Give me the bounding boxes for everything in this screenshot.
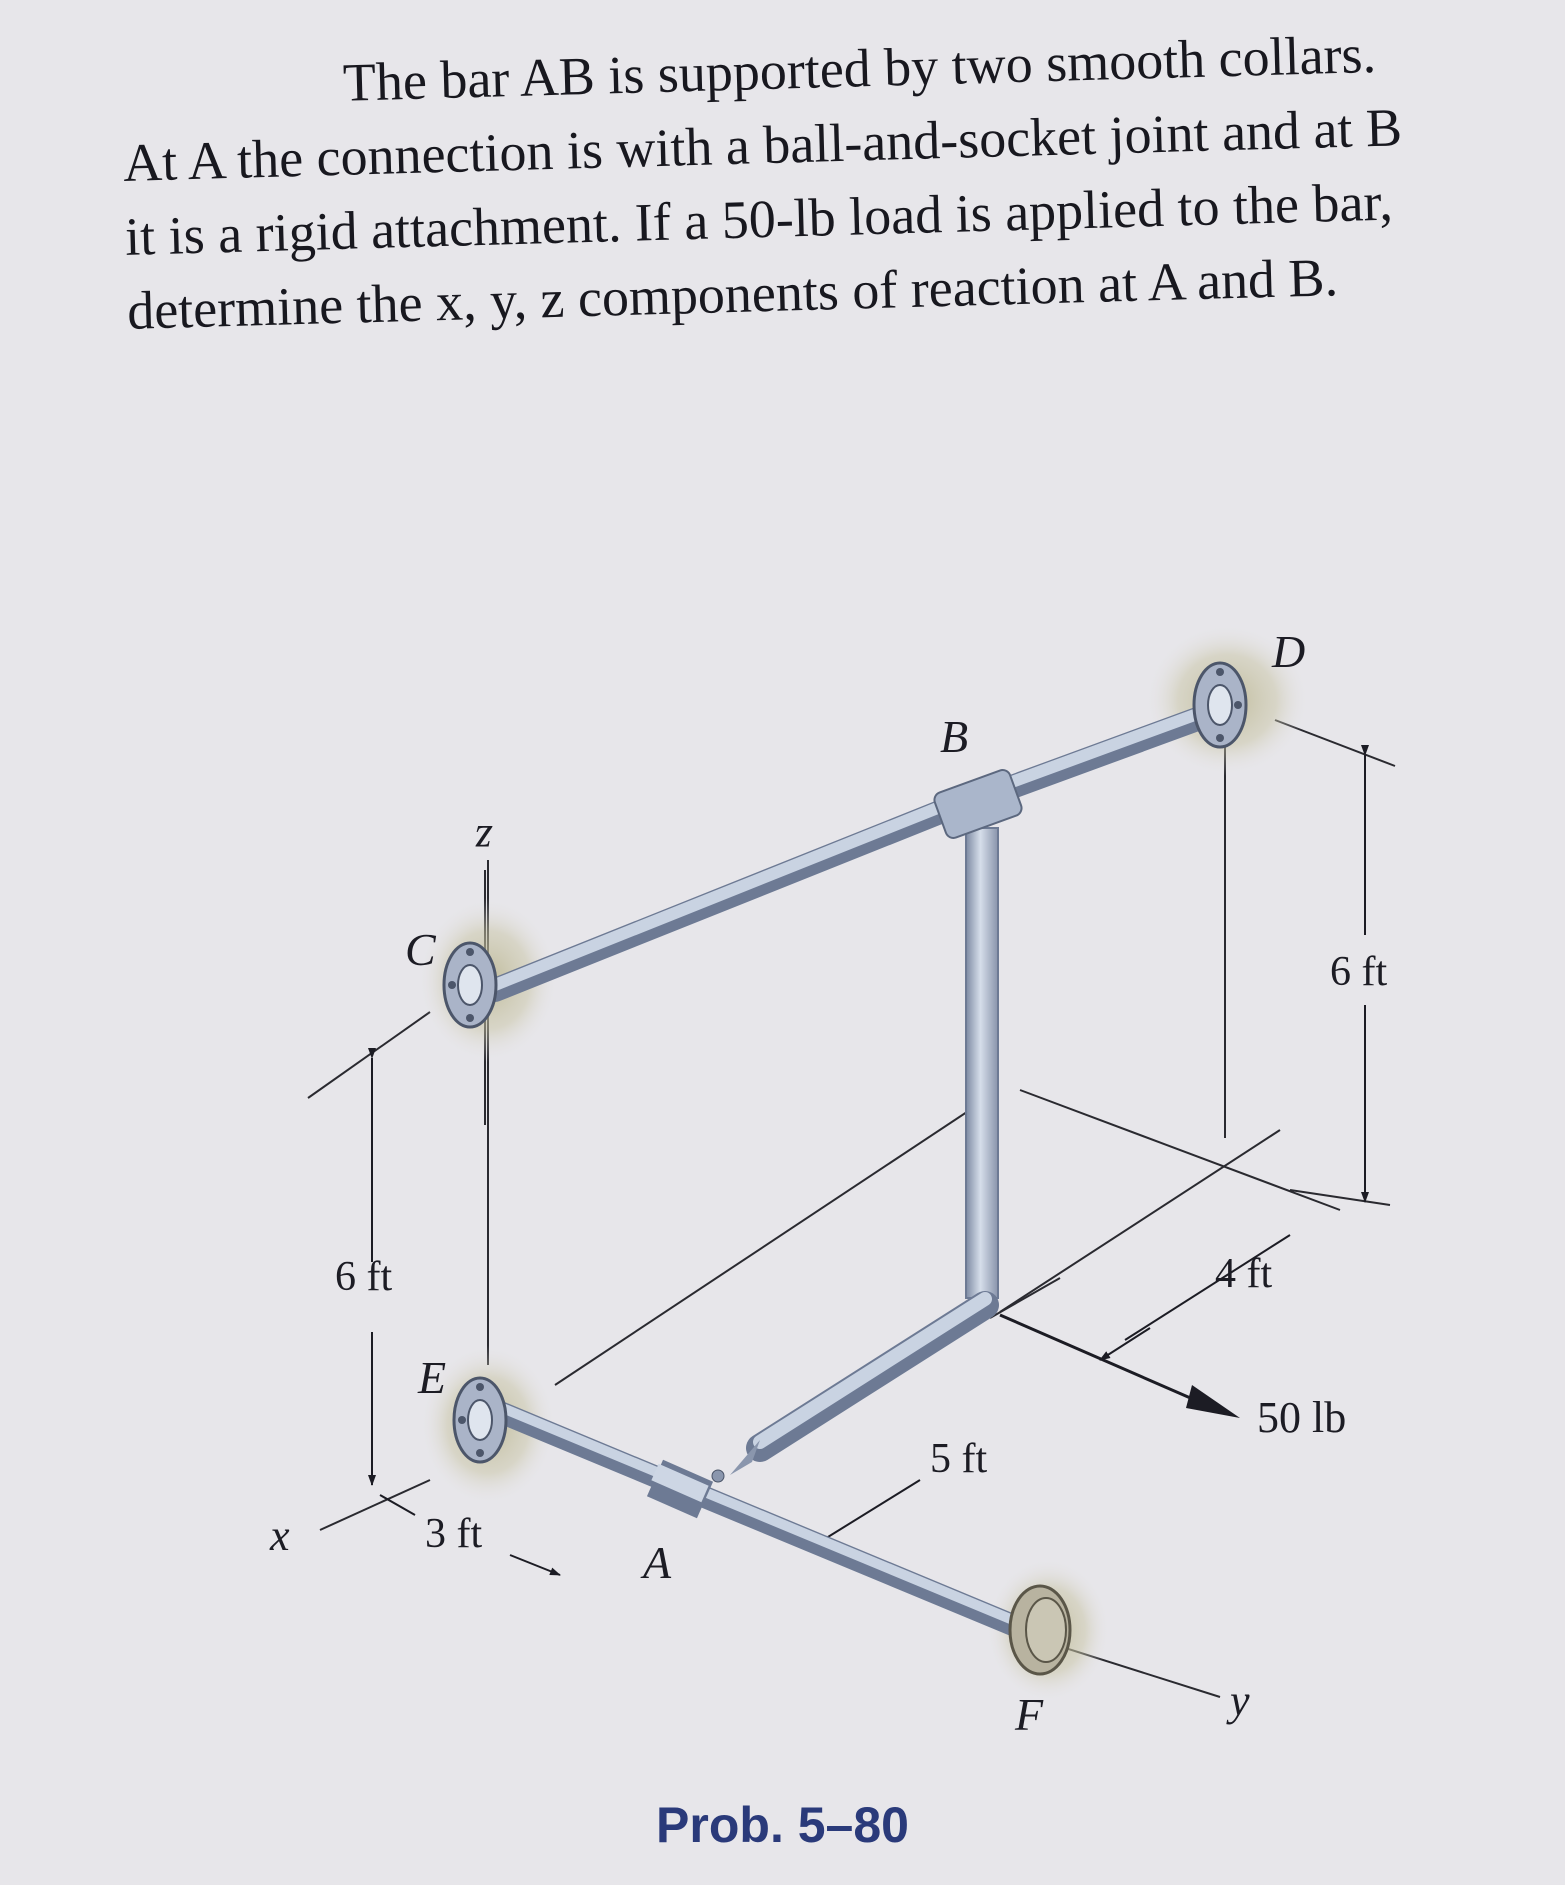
dim-3ft-start bbox=[380, 1495, 415, 1515]
label-e: E bbox=[418, 1352, 447, 1403]
dim-4ft-arrow bbox=[1100, 1328, 1150, 1360]
pipe-frame bbox=[495, 713, 1200, 1628]
label-d: D bbox=[1272, 626, 1306, 677]
flange-e bbox=[454, 1378, 506, 1462]
dim-left-height: 6 ft bbox=[335, 1254, 393, 1300]
label-b: B bbox=[940, 711, 969, 762]
label-x-axis: x bbox=[270, 1511, 290, 1560]
label-a: A bbox=[643, 1537, 672, 1588]
dim-3ft-arrow bbox=[510, 1555, 560, 1575]
label-c: C bbox=[405, 924, 436, 975]
label-y-axis: y bbox=[1230, 1676, 1250, 1725]
problem-line-2: At A the connection is with a ball-and-socket joint and at B bbox=[122, 97, 1403, 193]
ball-joint-a bbox=[712, 1470, 724, 1482]
ab-dim-extension bbox=[990, 1278, 1060, 1318]
flange-c bbox=[444, 943, 496, 1027]
load-arrow-line bbox=[1000, 1315, 1195, 1400]
dim-ab-offset: 5 ft bbox=[930, 1436, 988, 1482]
floor-line-back bbox=[1020, 1090, 1340, 1210]
x-axis-line bbox=[320, 1480, 430, 1530]
flange-d bbox=[1194, 663, 1246, 747]
ground-line-left bbox=[308, 1012, 430, 1098]
tee-fitting-b bbox=[932, 768, 1024, 840]
dim-ea-distance: 3 ft bbox=[425, 1511, 483, 1557]
flange-f bbox=[1010, 1586, 1070, 1674]
figure-caption: Prob. 5–80 bbox=[656, 1797, 909, 1853]
label-f: F bbox=[1015, 1689, 1044, 1740]
pipe-vertical bbox=[966, 828, 998, 1298]
load-label: 50 lb bbox=[1257, 1393, 1347, 1442]
load-arrow-head bbox=[1186, 1385, 1240, 1418]
problem-line-3: it is a rigid attachment. If a 50-lb load is applied to the bar, bbox=[124, 171, 1394, 267]
label-z-axis: z bbox=[474, 816, 492, 865]
problem-line-4: determine the x, y, z components of reaction at A and B. bbox=[126, 247, 1339, 341]
dim-right-height: 6 ft bbox=[1330, 949, 1388, 995]
problem-line-1: The bar AB is supported by two smooth collars. bbox=[342, 23, 1377, 113]
dim-depth: 4 ft bbox=[1215, 1251, 1273, 1297]
dim-5ft-arrow bbox=[815, 1480, 920, 1545]
